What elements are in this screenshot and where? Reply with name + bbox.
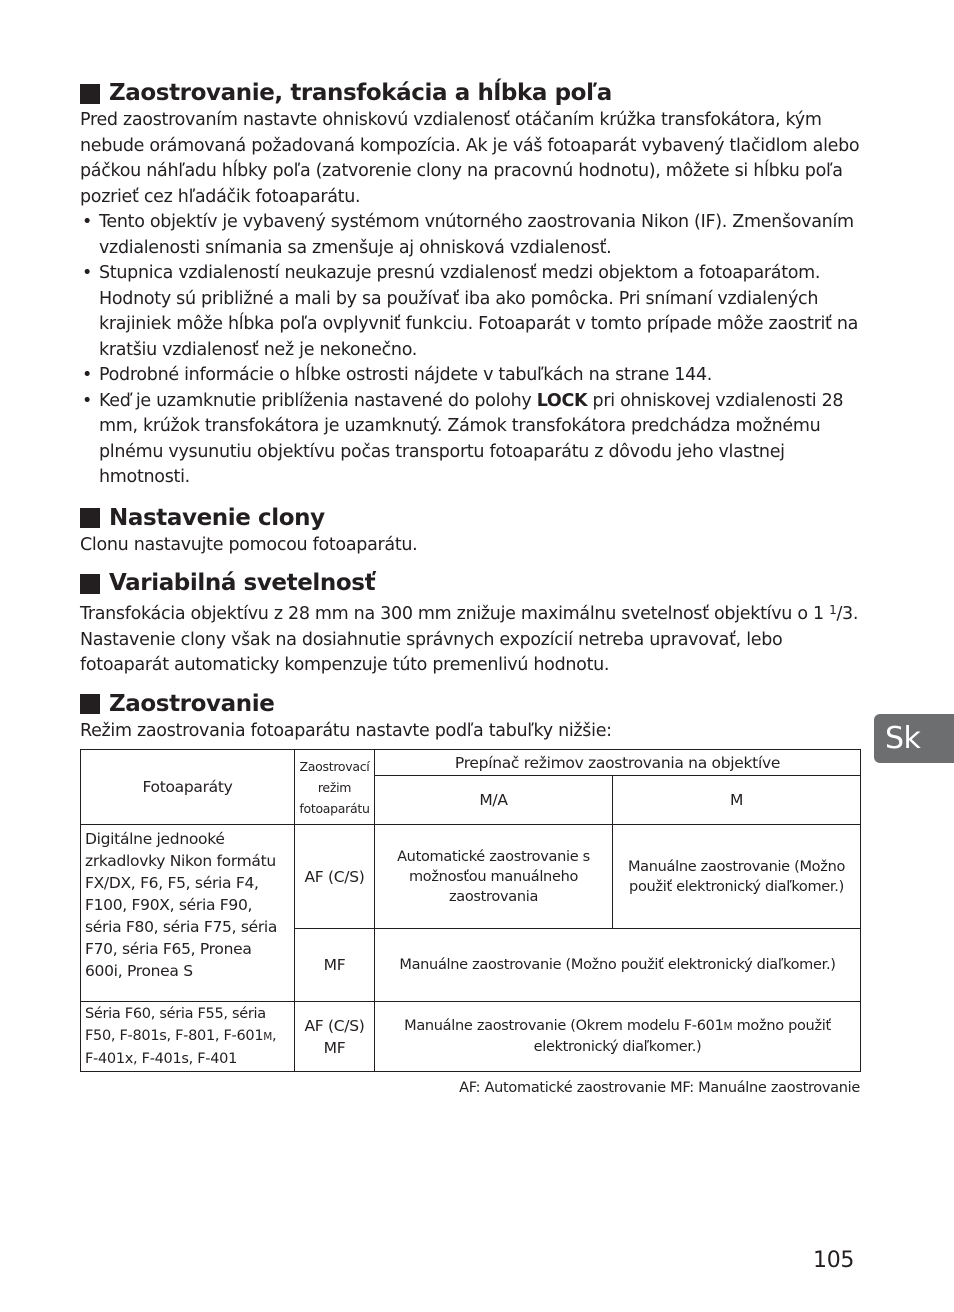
lock-label: LOCK [536,390,588,411]
page-number: 105 [813,1248,855,1273]
zoom-intro: Pred zaostrovaním nastavte ohniskovú vzdialenosť otáčaním krúžka transfokátora, kým nebude orámovaná požadovaná kompozícia. Ak je váš fotoaparát vybavený tlačidlom alebo páčkou náhľadu hĺbky poľa (zatvorenie clony na pracovnú hodnotu), môžete si hĺbku poľa pozrieť cez hľadáčik fotoaparátu. [80,110,860,207]
table-cell-m: Manuálne zaostrovanie (Možno použiť elektronický diaľkomer.) [613,825,861,929]
table-cell-ma-m: Manuálne zaostrovanie (Možno použiť elektronický diaľkomer.) [375,929,861,1002]
table-cell-mode: AF (C/S) MF [295,1002,375,1072]
variable-text: Transfokácia objektívu z 28 mm na 300 mm znižuje maximálnu svetelnosť objektívu o 1 $^1$/3. Nastavenie clony však na dosiahnutie správnych expozícií netreba upravovať, lebo fotoaparát automaticky kompenzuje túto premenlivú hodnotu. [80,603,859,675]
table-cell-mode: MF [295,929,375,1002]
table-header-camera-mode: Zaostrovací režim fotoaparátu [295,750,375,825]
section-variable-aperture [80,568,860,679]
table-row [81,825,861,929]
focus-text: Režim zaostrovania fotoaparátu nastavte podľa tabuľky nižšie: [80,720,612,741]
table-header-cameras: Fotoaparáty [81,750,295,825]
bullet-dot-icon: • [82,365,93,385]
table-cell-mode: AF (C/S) [295,825,375,929]
list-item: • Tento objektív je vybavený systémom vnútorného zaostrovania Nikon (IF). Zmenšovaním vzdialenosti snímania sa zmenšuje aj ohnisková vzdialenosť. [82,212,854,258]
square-bullet-icon [80,84,100,104]
aperture-text: Clonu nastavujte pomocou fotoaparátu. [80,534,418,555]
focus-mode-table [80,749,861,1072]
section-heading-aperture: Nastavenie clony [80,503,860,533]
list-item: • Stupnica vzdialeností neukazuje presnú vzdialenosť medzi objektom a fotoaparátom. Hodnoty sú približné a mali by sa používať iba ako pomôcka. Pri snímaní vzdialených krajiniek môže hĺbka poľa ovplyvniť funkciu. Fotoaparát v tomto prípade môže zaostriť na kratšiu vzdialenosť než je nekonečno. [82,263,859,360]
table-cell-camera-group-1: Digitálne jednooké zrkadlovky Nikon formátu FX/DX, F6, F5, séria F4, F100, F90X, séria F90, séria F80, séria F75, séria F70, séria F65, Pronea 600i, Pronea S [81,825,295,1002]
table-row [81,1002,861,1072]
square-bullet-icon [80,694,100,714]
page-content [80,78,860,1096]
table-cell-camera-group-2: Séria F60, séria F55, séria F50, F-801s, F-801, F-601M, F-401x, F-401s, F-401 [81,1002,295,1072]
section-heading-zoom: Zaostrovanie, transfokácia a hĺbka poľa [80,78,860,108]
bullet-dot-icon: • [82,212,93,232]
section-aperture [80,503,860,559]
section-heading-variable: Variabilná svetelnosť [80,568,860,598]
table-header-ma: M/A [375,776,613,825]
table-footnote: AF: Automatické zaostrovanie MF: Manuálne zaostrovanie [459,1080,860,1096]
square-bullet-icon [80,574,100,594]
list-item: • Podrobné informácie o hĺbke ostrosti nájdete v tabuľkách na strane 144. [80,363,860,389]
section-heading-focus: Zaostrovanie [80,689,860,719]
table-header-lens-switch: Prepínač režimov zaostrovania na objektíve [375,750,861,776]
zoom-bullet-list [80,210,860,491]
table-cell-ma: Automatické zaostrovanie s možnosťou manuálneho zaostrovania [375,825,613,929]
section-focus [80,689,860,745]
bullet-dot-icon: • [82,390,93,411]
table-cell-ma-m: Manuálne zaostrovanie (Okrem modelu F-601M možno použiť elektronický diaľkomer.) [375,1002,861,1072]
table-header-m: M [613,776,861,825]
bullet-dot-icon: • [82,263,93,283]
square-bullet-icon [80,508,100,528]
language-tab-sk: Sk [874,714,954,763]
list-item: • Keď je uzamknutie priblíženia nastavené do polohy LOCK pri ohniskovej vzdialenosti 28 mm, krúžok transfokátora je uzamknutý. Zámok transfokátora predchádza možnému plnému vysunutiu objektívu počas transportu fotoaparátu z dôvodu jeho vlastnej hmotnosti. [82,390,844,487]
